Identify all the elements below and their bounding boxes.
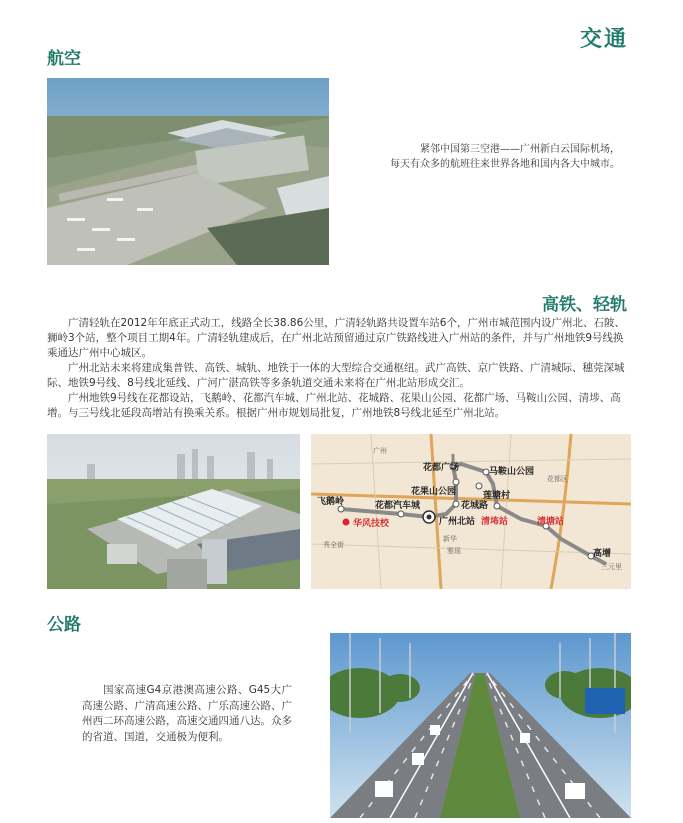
road-text: 国家高速G4京港澳高速公路、G45大广高速公路、广清高速公路、广乐高速公路、广州西二环高速公路，高速交通四通八达。众多的省道、国道，交通极为便利。 xyxy=(82,684,292,743)
map-station-label: 清㘵站 xyxy=(481,517,509,527)
map-station-label: 飞鹅岭 xyxy=(317,497,345,507)
rail-paragraph: 广清轻轨在2012年年底正式动工，线路全长38.86公里，广清轻轨路共设置车站6个，广州市城范围内设广州北、石陂、狮岭3个站，整个项目工期4年。广清轻轨建成后，在广州北站预留通过京广铁路线进入广州站的条件，并与广州地铁9号线换乘通达广州中心城区。 xyxy=(47,317,625,359)
map-station-label: 华风技校 xyxy=(353,519,390,529)
section-title-aviation: 航空 xyxy=(47,49,81,69)
page-title: 交通 xyxy=(580,27,629,52)
section-title-road: 公路 xyxy=(47,615,81,635)
map-area-label: 广州 xyxy=(373,447,387,455)
map-area-label: 三元里 xyxy=(601,563,622,571)
rail-paragraph: 广州北站未来将建成集普铁、高铁、城轨、地铁于一体的大型综合交通枢纽。武广高铁、京广铁路、广清城际、穗莞深城际、地铁9号线、8号线北延线、广河广湛高铁等多条轨道交通未来将在广州北站形成交汇。 xyxy=(47,362,625,389)
map-area-label: 新华 xyxy=(443,535,457,543)
map-station-label: 花城路 xyxy=(461,501,489,511)
map-station-label: 高增 xyxy=(593,549,612,559)
map-area-label: 秀全街 xyxy=(323,541,344,549)
highway-photo xyxy=(330,633,631,818)
map-station-label: 花果山公园 xyxy=(411,487,457,497)
map-area-label: 花都区 xyxy=(547,475,568,483)
station-rendering xyxy=(47,434,300,589)
rail-text xyxy=(47,316,632,421)
map-station-label: 广州北站 xyxy=(439,517,476,527)
map-station-label: 马鞍山公园 xyxy=(489,467,535,477)
map-area-label: 雅瑶 xyxy=(447,547,461,555)
rail-paragraph: 广州地铁9号线在花都设站，飞鹅岭、花都汽车城、广州北站、花城路、花果山公园、花都广场、马鞍山公园、清埗、高增。与三号线北延段高增站有换乘关系。根据广州市规划局批复，广州地铁8号线北延至广州北站。 xyxy=(47,392,621,419)
map-station-label: 花都广场 xyxy=(423,463,460,473)
aviation-text xyxy=(345,142,620,172)
map-station-label: 花都汽车城 xyxy=(375,501,421,511)
airport-photo xyxy=(47,78,329,265)
metro-map xyxy=(311,434,631,589)
aviation-line-2: 每天有众多的航班往来世界各地和国内各大中城市。 xyxy=(390,159,620,170)
map-station-label: 莲塘村 xyxy=(483,491,511,501)
aviation-line-1: 紧邻中国第三空港——广州新白云国际机场， xyxy=(420,144,620,155)
section-title-rail: 高铁、轻轨 xyxy=(542,295,627,315)
map-station-label: 清塘站 xyxy=(537,517,565,527)
